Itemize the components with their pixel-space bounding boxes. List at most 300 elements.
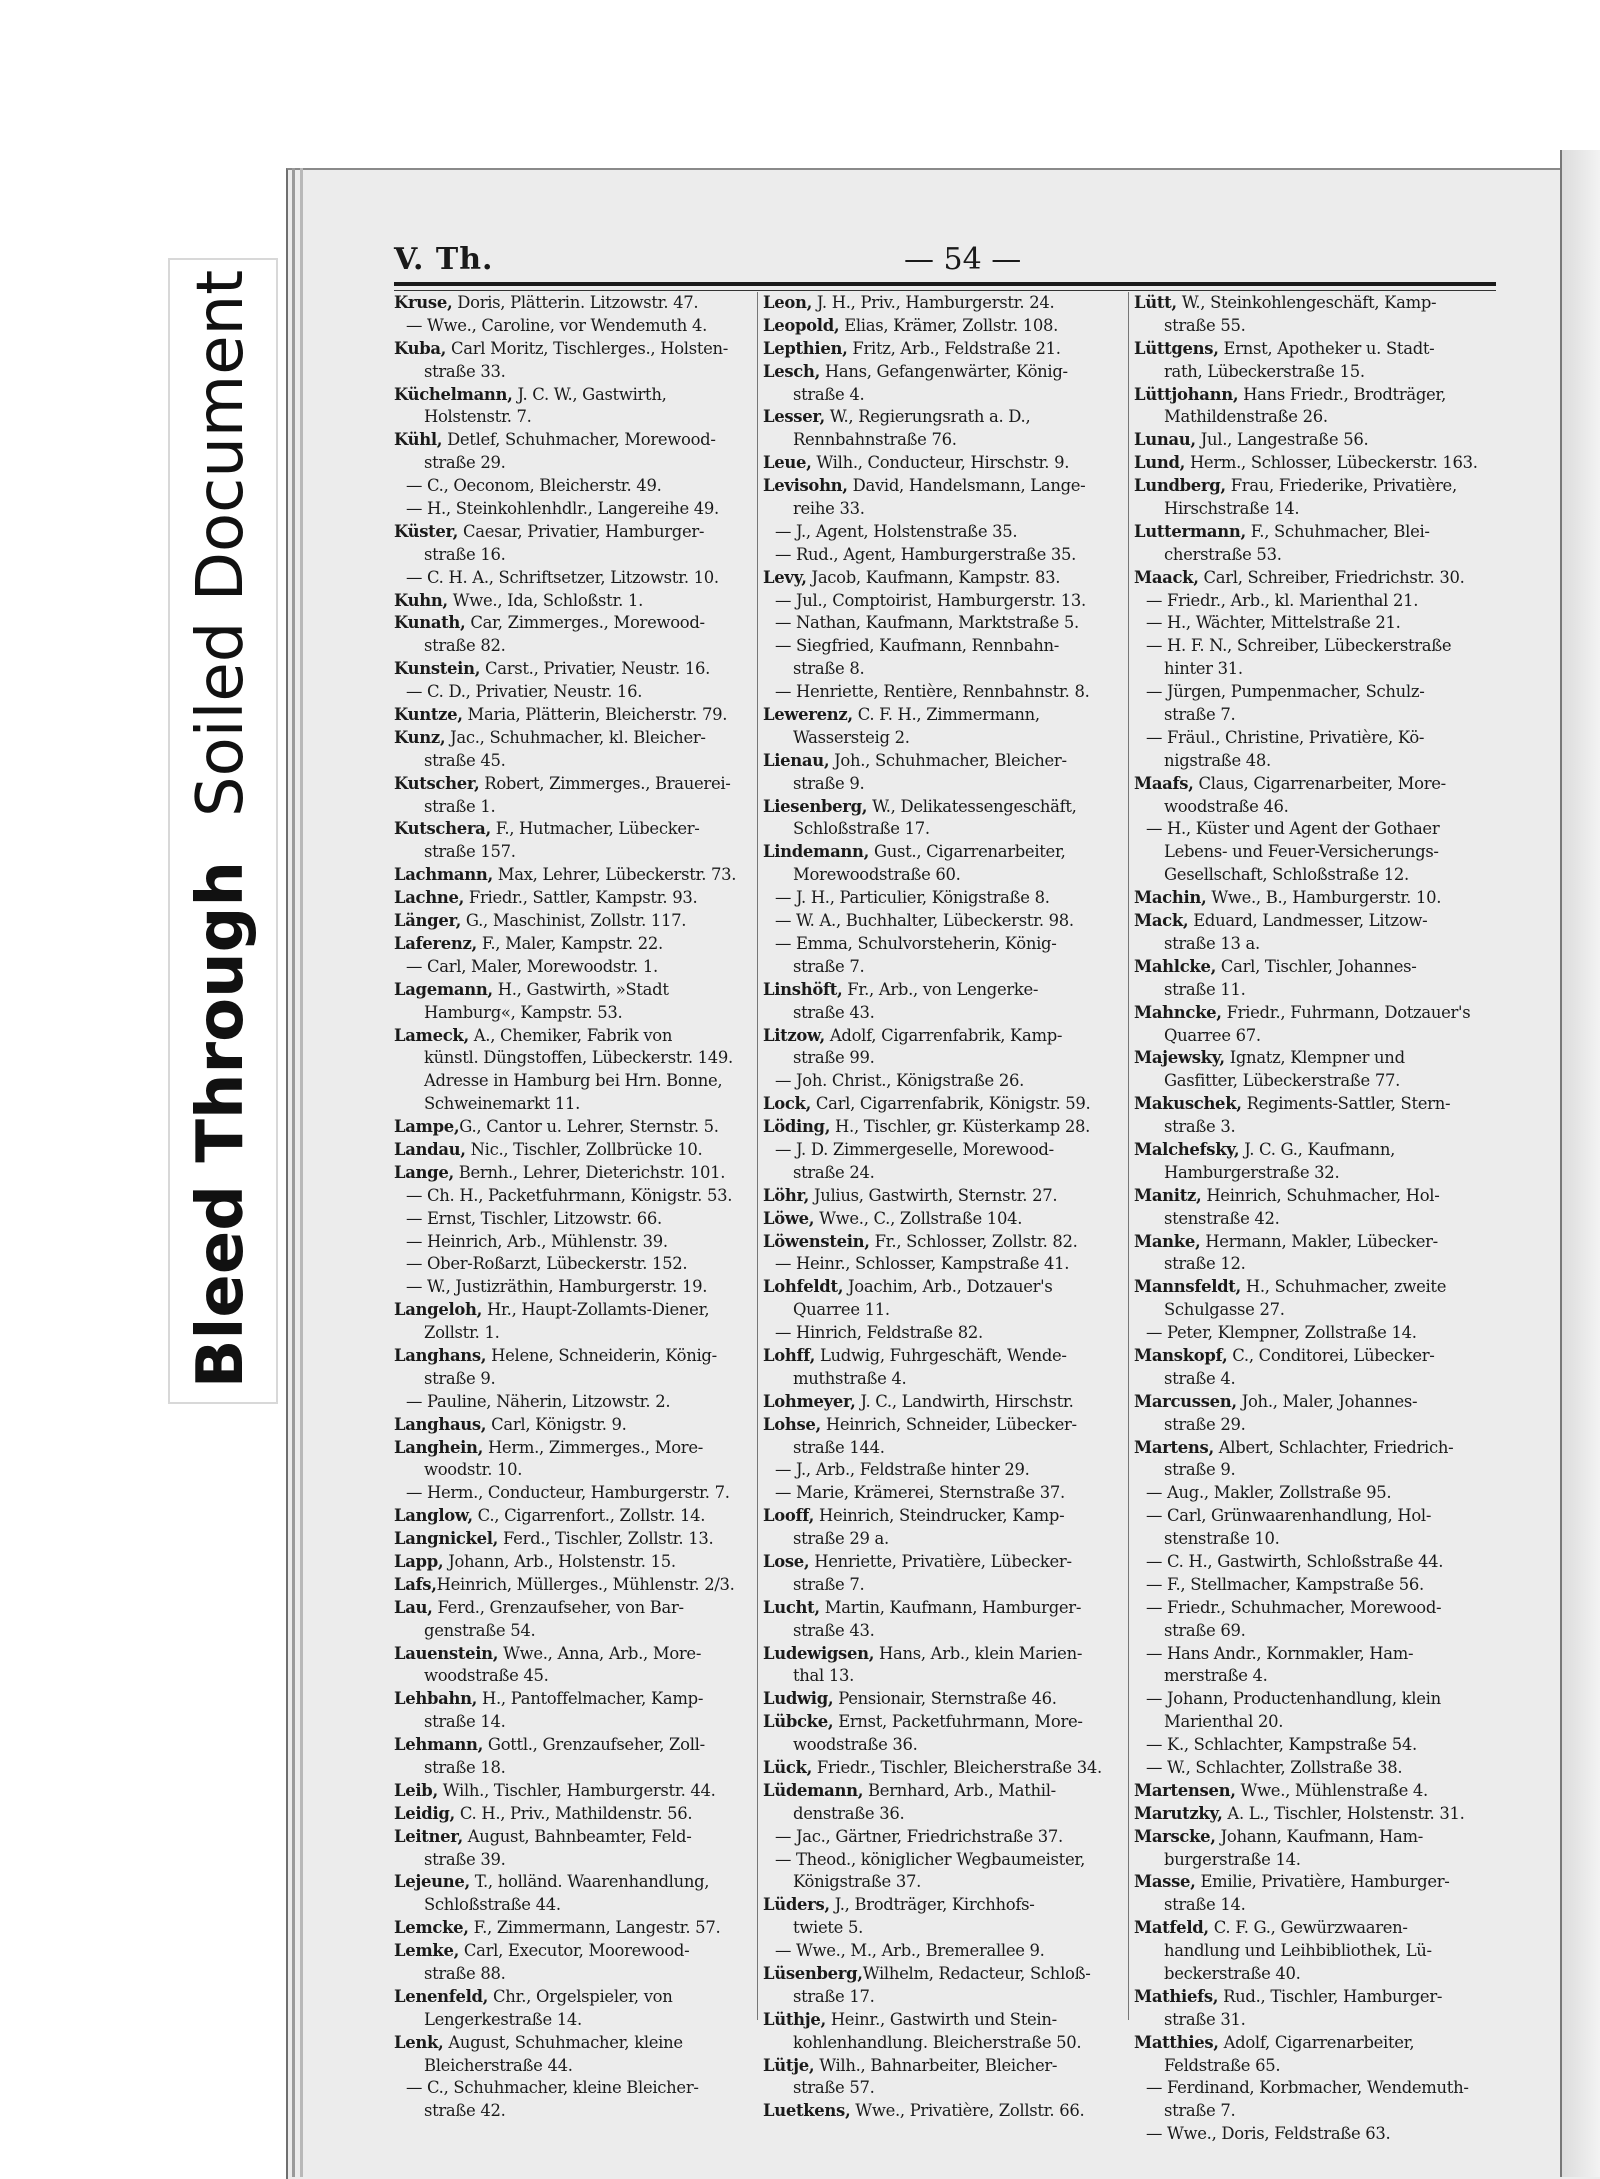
entry-surname: Lohff, [763, 1345, 816, 1365]
directory-entry-line [1134, 1299, 1496, 1322]
directory-entry-line [763, 1047, 1125, 1070]
entry-details: Mathildenstraße 26. [1164, 407, 1328, 427]
entry-surname: Löwenstein, [763, 1231, 870, 1251]
entry-surname: Litzow, [763, 1025, 825, 1045]
entry-details: woodstraße 36. [793, 1735, 918, 1755]
entry-details: Rennbahnstraße 76. [793, 430, 957, 450]
entry-details: Heinrich, Schuhmacher, Hol- [1201, 1185, 1440, 1205]
entry-details: Claus, Cigarrenarbeiter, More- [1193, 773, 1446, 793]
directory-entry [394, 1414, 756, 1437]
directory-entry-line [763, 1528, 1125, 1551]
entry-details: straße 12. [1164, 1254, 1246, 1274]
directory-entry-line [394, 1849, 756, 1872]
entry-details: Nic., Tischler, Zollbrücke 10. [465, 1139, 703, 1159]
directory-entry-line [394, 1231, 756, 1254]
entry-surname: Lüsenberg, [763, 1964, 863, 1984]
entry-details: woodstraße 46. [1164, 796, 1289, 816]
entry-details: Wilhelm, Redacteur, Schloß- [862, 1964, 1091, 1984]
entry-surname: Lohmeyer, [763, 1391, 856, 1411]
directory-entry-line [1134, 612, 1496, 635]
directory-entry-line [394, 1208, 756, 1231]
entry-details: Maria, Plätterin, Bleicherstr. 79. [462, 705, 728, 725]
entry-details: Lebens- und Feuer-Versicherungs- [1164, 842, 1439, 862]
entry-details: — Carl, Grünwaarenhandlung, Hol- [1146, 1506, 1432, 1526]
directory-entry [1134, 1345, 1496, 1368]
entry-details: Heinr., Gastwirth und Stein- [825, 2009, 1057, 2029]
entry-surname: Lück, [763, 1758, 812, 1777]
directory-entry-line [1134, 1208, 1496, 1231]
entry-details: straße 3. [1164, 1117, 1236, 1137]
entry-surname: Lapp, [394, 1551, 444, 1571]
directory-entry-line [1134, 406, 1496, 429]
entry-surname: Langhans, [394, 1345, 487, 1365]
entry-surname: Lüdemann, [763, 1780, 864, 1800]
entry-details: Lengerkestraße 14. [424, 2009, 582, 2029]
directory-entry-line [1134, 658, 1496, 681]
entry-details: — Nathan, Kaufmann, Marktstraße 5. [775, 613, 1079, 633]
entry-details: straße 157. [424, 842, 516, 862]
entry-details: August, Bahnbeamter, Feld- [462, 1826, 692, 1846]
entry-details: — J., Agent, Holstenstraße 35. [775, 521, 1018, 541]
entry-details: Zollstr. 1. [424, 1323, 500, 1343]
directory-entry [394, 612, 756, 635]
directory-entry [763, 1505, 1125, 1528]
entry-details: straße 29. [1164, 1414, 1246, 1434]
directory-entry-line [1134, 635, 1496, 658]
entry-surname: Küchelmann, [394, 384, 513, 404]
directory-entry-line [1134, 1963, 1496, 1986]
entry-details: künstl. Düngstoffen, Lübeckerstr. 149. [424, 1048, 733, 1068]
directory-entry-line [763, 1070, 1125, 1093]
directory-entry [763, 1597, 1125, 1620]
entry-surname: Lenenfeld, [394, 1986, 489, 2006]
entry-details: J. H., Priv., Hamburgerstr. 24. [812, 293, 1055, 312]
directory-entry-line [1134, 498, 1496, 521]
directory-entry-line [763, 933, 1125, 956]
directory-entry-line [763, 1734, 1125, 1757]
entry-details: Wwe., B., Hamburgerstr. 10. [1206, 888, 1442, 908]
entry-surname: Lund, [1134, 453, 1186, 473]
entry-details: Ferd., Grenzaufseher, von Bar- [432, 1597, 684, 1617]
entry-details: A. L., Tischler, Holstenstr. 31. [1222, 1803, 1465, 1823]
entry-surname: Leib, [394, 1780, 438, 1800]
directory-entry-line [1134, 1368, 1496, 1391]
directory-entry [394, 704, 756, 727]
entry-details: straße 24. [793, 1162, 875, 1182]
entry-details: Heinrich, Müllerges., Mühlenstr. 2/3. [436, 1574, 735, 1594]
entry-surname: Lachne, [394, 888, 464, 908]
directory-entry-line [763, 1322, 1125, 1345]
entry-details: Julius, Gastwirth, Sternstr. 27. [809, 1185, 1058, 1205]
entry-details: muthstraße 4. [793, 1368, 907, 1388]
entry-details: Max, Lehrer, Lübeckerstr. 73. [492, 865, 737, 885]
directory-entry-line [1134, 681, 1496, 704]
directory-entry [763, 1391, 1125, 1414]
entry-details: — Heinr., Schlosser, Kampstraße 41. [775, 1254, 1070, 1274]
directory-entry-line [394, 567, 756, 590]
entry-details: — Ch. H., Packetfuhrmann, Königstr. 53. [406, 1185, 733, 1205]
entry-surname: Lafs, [394, 1574, 437, 1594]
entry-details: straße 8. [793, 659, 865, 679]
entry-details: — Theod., königlicher Wegbaumeister, [775, 1849, 1085, 1869]
entry-details: Jac., Schuhmacher, kl. Bleicher- [445, 727, 706, 747]
entry-details: Johann, Kaufmann, Ham- [1215, 1826, 1423, 1846]
entry-details: genstraße 54. [424, 1620, 536, 1640]
entry-surname: Lohse, [763, 1414, 821, 1434]
directory-entry-line [1134, 1253, 1496, 1276]
directory-entry [394, 1688, 756, 1711]
entry-details: Adresse in Hamburg bei Hrn. Bonne, [424, 1071, 723, 1091]
entry-details: Martin, Kaufmann, Hamburger- [819, 1597, 1082, 1617]
entry-details: — Aug., Makler, Zollstraße 95. [1146, 1483, 1392, 1503]
directory-entry [394, 1597, 756, 1620]
entry-details: — Siegfried, Kaufmann, Rennbahn- [775, 636, 1059, 656]
directory-entry-line [763, 1849, 1125, 1872]
entry-details: handlung und Leihbibliothek, Lü- [1164, 1941, 1432, 1961]
entry-surname: Lemcke, [394, 1918, 469, 1938]
directory-entry-line [1134, 864, 1496, 887]
directory-column-3 [1134, 292, 1496, 2146]
section-marker: V. Th. [394, 242, 494, 277]
entry-details: Adolf, Cigarrenarbeiter, [1218, 2032, 1415, 2052]
entry-details: — Carl, Maler, Morewoodstr. 1. [406, 956, 658, 976]
directory-entry-line [1134, 2009, 1496, 2032]
directory-entry [394, 1162, 756, 1185]
entry-surname: Langhaus, [394, 1414, 487, 1434]
entry-details: Bleicherstraße 44. [424, 2055, 573, 2075]
directory-entry-line [1134, 750, 1496, 773]
directory-entry [763, 406, 1125, 429]
directory-entry-line [763, 818, 1125, 841]
entry-details: W., Regierungsrath a. D., [824, 407, 1031, 427]
entry-details: straße 4. [793, 384, 865, 404]
column-divider [1128, 292, 1129, 2020]
directory-entry-line [763, 658, 1125, 681]
directory-entry [394, 521, 756, 544]
entry-surname: Marcussen, [1134, 1391, 1237, 1411]
entry-surname: Lohfeldt, [763, 1277, 844, 1297]
entry-details: Joh., Schuhmacher, Bleicher- [829, 750, 1067, 770]
entry-details: — Friedr., Schuhmacher, Morewood- [1146, 1597, 1442, 1617]
directory-entry [763, 2055, 1125, 2078]
directory-entry-line [394, 1459, 756, 1482]
entry-details: Holstenstr. 7. [424, 407, 532, 427]
directory-entry [763, 704, 1125, 727]
entry-details: cherstraße 53. [1164, 544, 1282, 564]
entry-details: Bernh., Lehrer, Dieterichstr. 101. [453, 1162, 726, 1182]
entry-details: straße 13 a. [1164, 933, 1260, 953]
entry-surname: Mack, [1134, 911, 1189, 931]
directory-entry-line [394, 2077, 756, 2100]
entry-surname: Lange, [394, 1162, 454, 1182]
entry-surname: Lau, [394, 1597, 433, 1617]
entry-details: — Friedr., Arb., kl. Marienthal 21. [1146, 590, 1419, 610]
entry-details: David, Handelsmann, Lange- [847, 476, 1086, 496]
directory-entry [394, 1528, 756, 1551]
entry-surname: Leitner, [394, 1826, 463, 1846]
entry-details: J. C. G., Kaufmann, [1239, 1139, 1396, 1159]
entry-details: Johann, Arb., Holstenstr. 15. [443, 1551, 676, 1571]
entry-details: Carl Moritz, Tischlerges., Holsten- [446, 338, 729, 358]
entry-surname: Levy, [763, 567, 807, 587]
entry-details: straße 29. [424, 453, 506, 473]
entry-surname: Majewsky, [1134, 1048, 1225, 1068]
directory-entry-line [394, 1276, 756, 1299]
entry-details: straße 7. [1164, 2101, 1236, 2121]
entry-details: Hamburg«, Kampstr. 53. [424, 1002, 623, 1022]
entry-details: — F., Stellmacher, Kampstraße 56. [1146, 1574, 1424, 1594]
directory-entry-line [394, 1322, 756, 1345]
entry-details: — J., Arb., Feldstraße hinter 29. [775, 1460, 1030, 1480]
directory-entry [763, 1116, 1125, 1139]
entry-details: Albert, Schlachter, Friedrich- [1213, 1437, 1454, 1457]
entry-details: Schulgasse 27. [1164, 1300, 1285, 1320]
entry-details: — W., Schlachter, Zollstraße 38. [1146, 1758, 1403, 1777]
entry-details: straße 18. [424, 1758, 506, 1777]
entry-surname: Lameck, [394, 1025, 469, 1045]
entry-details: Rud., Tischler, Hamburger- [1218, 1986, 1443, 2006]
entry-details: C. F. H., Zimmermann, [852, 705, 1040, 725]
entry-surname: Mannsfeldt, [1134, 1277, 1241, 1297]
directory-column-1 [394, 292, 756, 2123]
directory-entry-line [763, 1139, 1125, 1162]
directory-entry-line [763, 1459, 1125, 1482]
entry-details: straße 9. [424, 1368, 496, 1388]
entry-surname: Mahncke, [1134, 1002, 1222, 1022]
entry-details: — H., Wächter, Mittelstraße 21. [1146, 613, 1401, 633]
entry-details: Henriette, Privatière, Lübecker- [809, 1551, 1072, 1571]
directory-entry [1134, 773, 1496, 796]
directory-entry-line [1134, 933, 1496, 956]
entry-details: Fr., Schlosser, Zollstr. 82. [869, 1231, 1078, 1251]
entry-details: W., Steinkohlengeschäft, Kamp- [1176, 293, 1437, 312]
entry-surname: Lüttgens, [1134, 338, 1219, 358]
entry-surname: Liesenberg, [763, 796, 868, 816]
entry-surname: Manskopf, [1134, 1345, 1228, 1365]
entry-details: rath, Lübeckerstraße 15. [1164, 361, 1365, 381]
entry-surname: Langnickel, [394, 1529, 499, 1549]
directory-entry-line [394, 1185, 756, 1208]
entry-surname: Kutscher, [394, 773, 480, 793]
entry-details: Quarree 67. [1164, 1025, 1261, 1045]
entry-surname: Kunstein, [394, 659, 481, 679]
entry-details: Quarree 11. [793, 1300, 890, 1320]
directory-entry-line [394, 1757, 756, 1780]
entry-details: — Wwe., M., Arb., Bremerallee 9. [775, 1941, 1045, 1961]
entry-details: Adolf, Cigarrenfabrik, Kamp- [824, 1025, 1063, 1045]
directory-entry-line [1134, 1643, 1496, 1666]
entry-surname: Kuntze, [394, 705, 463, 725]
entry-details: Hans, Gefangenwärter, König- [819, 361, 1068, 381]
directory-entry [763, 315, 1125, 338]
directory-entry [763, 361, 1125, 384]
directory-entry-line [763, 590, 1125, 613]
directory-entry-line [394, 1665, 756, 1688]
entry-details: Wassersteig 2. [793, 727, 910, 747]
entry-details: straße 1. [424, 796, 496, 816]
entry-surname: Lesch, [763, 361, 820, 381]
directory-entry-line [1134, 1551, 1496, 1574]
entry-details: Robert, Zimmerges., Brauerei- [479, 773, 731, 793]
entry-surname: Lose, [763, 1551, 810, 1571]
entry-details: — Jürgen, Pumpenmacher, Schulz- [1146, 682, 1425, 702]
entry-details: Car, Zimmerges., Morewood- [465, 613, 705, 633]
entry-surname: Marutzky, [1134, 1803, 1223, 1823]
entry-details: J. C. W., Gastwirth, [512, 384, 667, 404]
entry-details: straße 69. [1164, 1620, 1246, 1640]
entry-details: Ernst, Apotheker u. Stadt- [1218, 338, 1435, 358]
directory-entry-line [394, 475, 756, 498]
entry-surname: Lucht, [763, 1597, 820, 1617]
column-divider [757, 292, 758, 2020]
directory-entry [394, 2032, 756, 2055]
entry-details: Gust., Cigarrenarbeiter, [869, 842, 1066, 862]
directory-entry [394, 1299, 756, 1322]
entry-details: J. C., Landwirth, Hirschstr. [855, 1391, 1074, 1411]
directory-entry-line [763, 635, 1125, 658]
entry-surname: Langhein, [394, 1437, 484, 1457]
directory-entry [763, 2100, 1125, 2123]
entry-details: H., Gastwirth, »Stadt [492, 979, 669, 999]
entry-details: Friedr., Sattler, Kampstr. 93. [464, 888, 698, 908]
directory-entry-line [1134, 1734, 1496, 1757]
entry-details: — Marie, Krämerei, Sternstraße 37. [775, 1483, 1065, 1503]
entry-surname: Kunz, [394, 727, 446, 747]
directory-entry-line [763, 1871, 1125, 1894]
directory-entry-line [763, 384, 1125, 407]
entry-surname: Levisohn, [763, 476, 848, 496]
directory-entry-line [394, 1894, 756, 1917]
bleed-through-label: Bleed Through [184, 860, 258, 1389]
entry-details: — W. A., Buchhalter, Lübeckerstr. 98. [775, 911, 1074, 931]
directory-entry [394, 727, 756, 750]
directory-entry-line [1134, 1894, 1496, 1917]
entry-details: woodstraße 45. [424, 1666, 549, 1686]
entry-details: — C. H. A., Schriftsetzer, Litzowstr. 10. [406, 567, 719, 587]
entry-details: Detlef, Schuhmacher, Morewood- [442, 430, 716, 450]
entry-details: — Peter, Klempner, Zollstraße 14. [1146, 1323, 1417, 1343]
entry-details: Schweinemarkt 11. [424, 1094, 581, 1114]
directory-entry [394, 292, 756, 315]
directory-entry [763, 452, 1125, 475]
page-gutter-line [292, 168, 295, 2177]
entry-details: Frau, Friederike, Privatière, [1225, 476, 1457, 496]
directory-entry [1134, 1391, 1496, 1414]
directory-entry-line [1134, 1574, 1496, 1597]
directory-entry [763, 1711, 1125, 1734]
directory-entry [763, 1208, 1125, 1231]
directory-entry-line [1134, 1711, 1496, 1734]
entry-surname: Kruse, [394, 293, 453, 312]
directory-entry [763, 1345, 1125, 1368]
entry-surname: Luttermann, [1134, 521, 1246, 541]
entry-details: nigstraße 48. [1164, 750, 1271, 770]
directory-entry-line [763, 1299, 1125, 1322]
entry-surname: Kunath, [394, 613, 466, 633]
entry-surname: Lagemann, [394, 979, 493, 999]
entry-surname: Martens, [1134, 1437, 1214, 1457]
directory-entry [1134, 475, 1496, 498]
directory-entry-line [1134, 361, 1496, 384]
entry-surname: Leue, [763, 453, 812, 473]
directory-entry-line [394, 361, 756, 384]
directory-entry [763, 1231, 1125, 1254]
entry-details: Hirschstraße 14. [1164, 499, 1300, 519]
entry-details: C., Conditorei, Lübecker- [1227, 1345, 1435, 1365]
entry-surname: Lübcke, [763, 1712, 834, 1732]
entry-details: — Ober-Roßarzt, Lübeckerstr. 152. [406, 1254, 688, 1274]
entry-details: G., Cantor u. Lehrer, Sternstr. 5. [459, 1117, 719, 1137]
directory-entry [763, 1643, 1125, 1666]
entry-details: straße 7. [793, 1574, 865, 1594]
directory-entry [394, 1505, 756, 1528]
entry-details: Joh., Maler, Johannes- [1236, 1391, 1418, 1411]
entry-details: Herm., Zimmerges., More- [483, 1437, 703, 1457]
entry-details: A., Chemiker, Fabrik von [468, 1025, 673, 1045]
directory-entry [394, 887, 756, 910]
entry-details: — W., Justizräthin, Hamburgerstr. 19. [406, 1277, 708, 1297]
entry-details: denstraße 36. [793, 1803, 905, 1823]
entry-details: Königstraße 37. [793, 1872, 921, 1892]
entry-surname: Mathiefs, [1134, 1986, 1219, 2006]
entry-details: Wilh., Tischler, Hamburgerstr. 44. [437, 1780, 716, 1800]
entry-details: Hamburgerstraße 32. [1164, 1162, 1340, 1182]
entry-surname: Leopold, [763, 315, 840, 335]
entry-details: Carl, Tischler, Johannes- [1215, 956, 1417, 976]
entry-surname: Matthies, [1134, 2032, 1219, 2052]
entry-details: — Hinrich, Feldstraße 82. [775, 1323, 983, 1343]
directory-entry [1134, 1139, 1496, 1162]
entry-details: Feldstraße 65. [1164, 2055, 1281, 2075]
entry-surname: Löwe, [763, 1208, 815, 1228]
entry-details: — Jac., Gärtner, Friedrichstraße 37. [775, 1826, 1063, 1846]
directory-entry [1134, 887, 1496, 910]
entry-details: Wwe., Ida, Schloßstr. 1. [447, 590, 644, 610]
directory-entry-line [394, 406, 756, 429]
directory-entry [394, 384, 756, 407]
entry-details: Doris, Plätterin. Litzowstr. 47. [452, 293, 699, 312]
entry-details: straße 11. [1164, 979, 1246, 999]
directory-entry [1134, 1437, 1496, 1460]
entry-details: hinter 31. [1164, 659, 1243, 679]
directory-entry [1134, 338, 1496, 361]
entry-details: straße 88. [424, 1964, 506, 1984]
entry-details: F., Zimmermann, Langestr. 57. [468, 1918, 721, 1938]
directory-entry [394, 933, 756, 956]
directory-entry-line [763, 2077, 1125, 2100]
entry-details: Gesellschaft, Schloßstraße 12. [1164, 865, 1409, 885]
directory-entry-line [763, 887, 1125, 910]
directory-entry-line [394, 1253, 756, 1276]
entry-surname: Lütje, [763, 2055, 815, 2075]
entry-details: J., Brodträger, Kirchhofs- [829, 1895, 1035, 1915]
entry-details: Hr., Haupt-Zollamts-Diener, [482, 1300, 710, 1320]
directory-entry [763, 475, 1125, 498]
entry-surname: Lundberg, [1134, 476, 1226, 496]
entry-details: Friedr., Fuhrmann, Dotzauer's [1221, 1002, 1471, 1022]
entry-details: C., Cigarrenfort., Zollstr. 14. [472, 1506, 706, 1526]
entry-details: C. H., Priv., Mathildenstr. 56. [454, 1803, 693, 1823]
directory-entry [1134, 910, 1496, 933]
directory-entry-line [763, 1940, 1125, 1963]
entry-surname: Lemke, [394, 1941, 459, 1961]
entry-surname: Lesser, [763, 407, 825, 427]
entry-details: Heinrich, Schneider, Lübecker- [820, 1414, 1077, 1434]
entry-details: — Emma, Schulvorsteherin, König- [775, 933, 1057, 953]
entry-surname: Lütt, [1134, 293, 1177, 312]
directory-entry [1134, 384, 1496, 407]
entry-details: Helene, Schneiderin, König- [486, 1345, 717, 1365]
